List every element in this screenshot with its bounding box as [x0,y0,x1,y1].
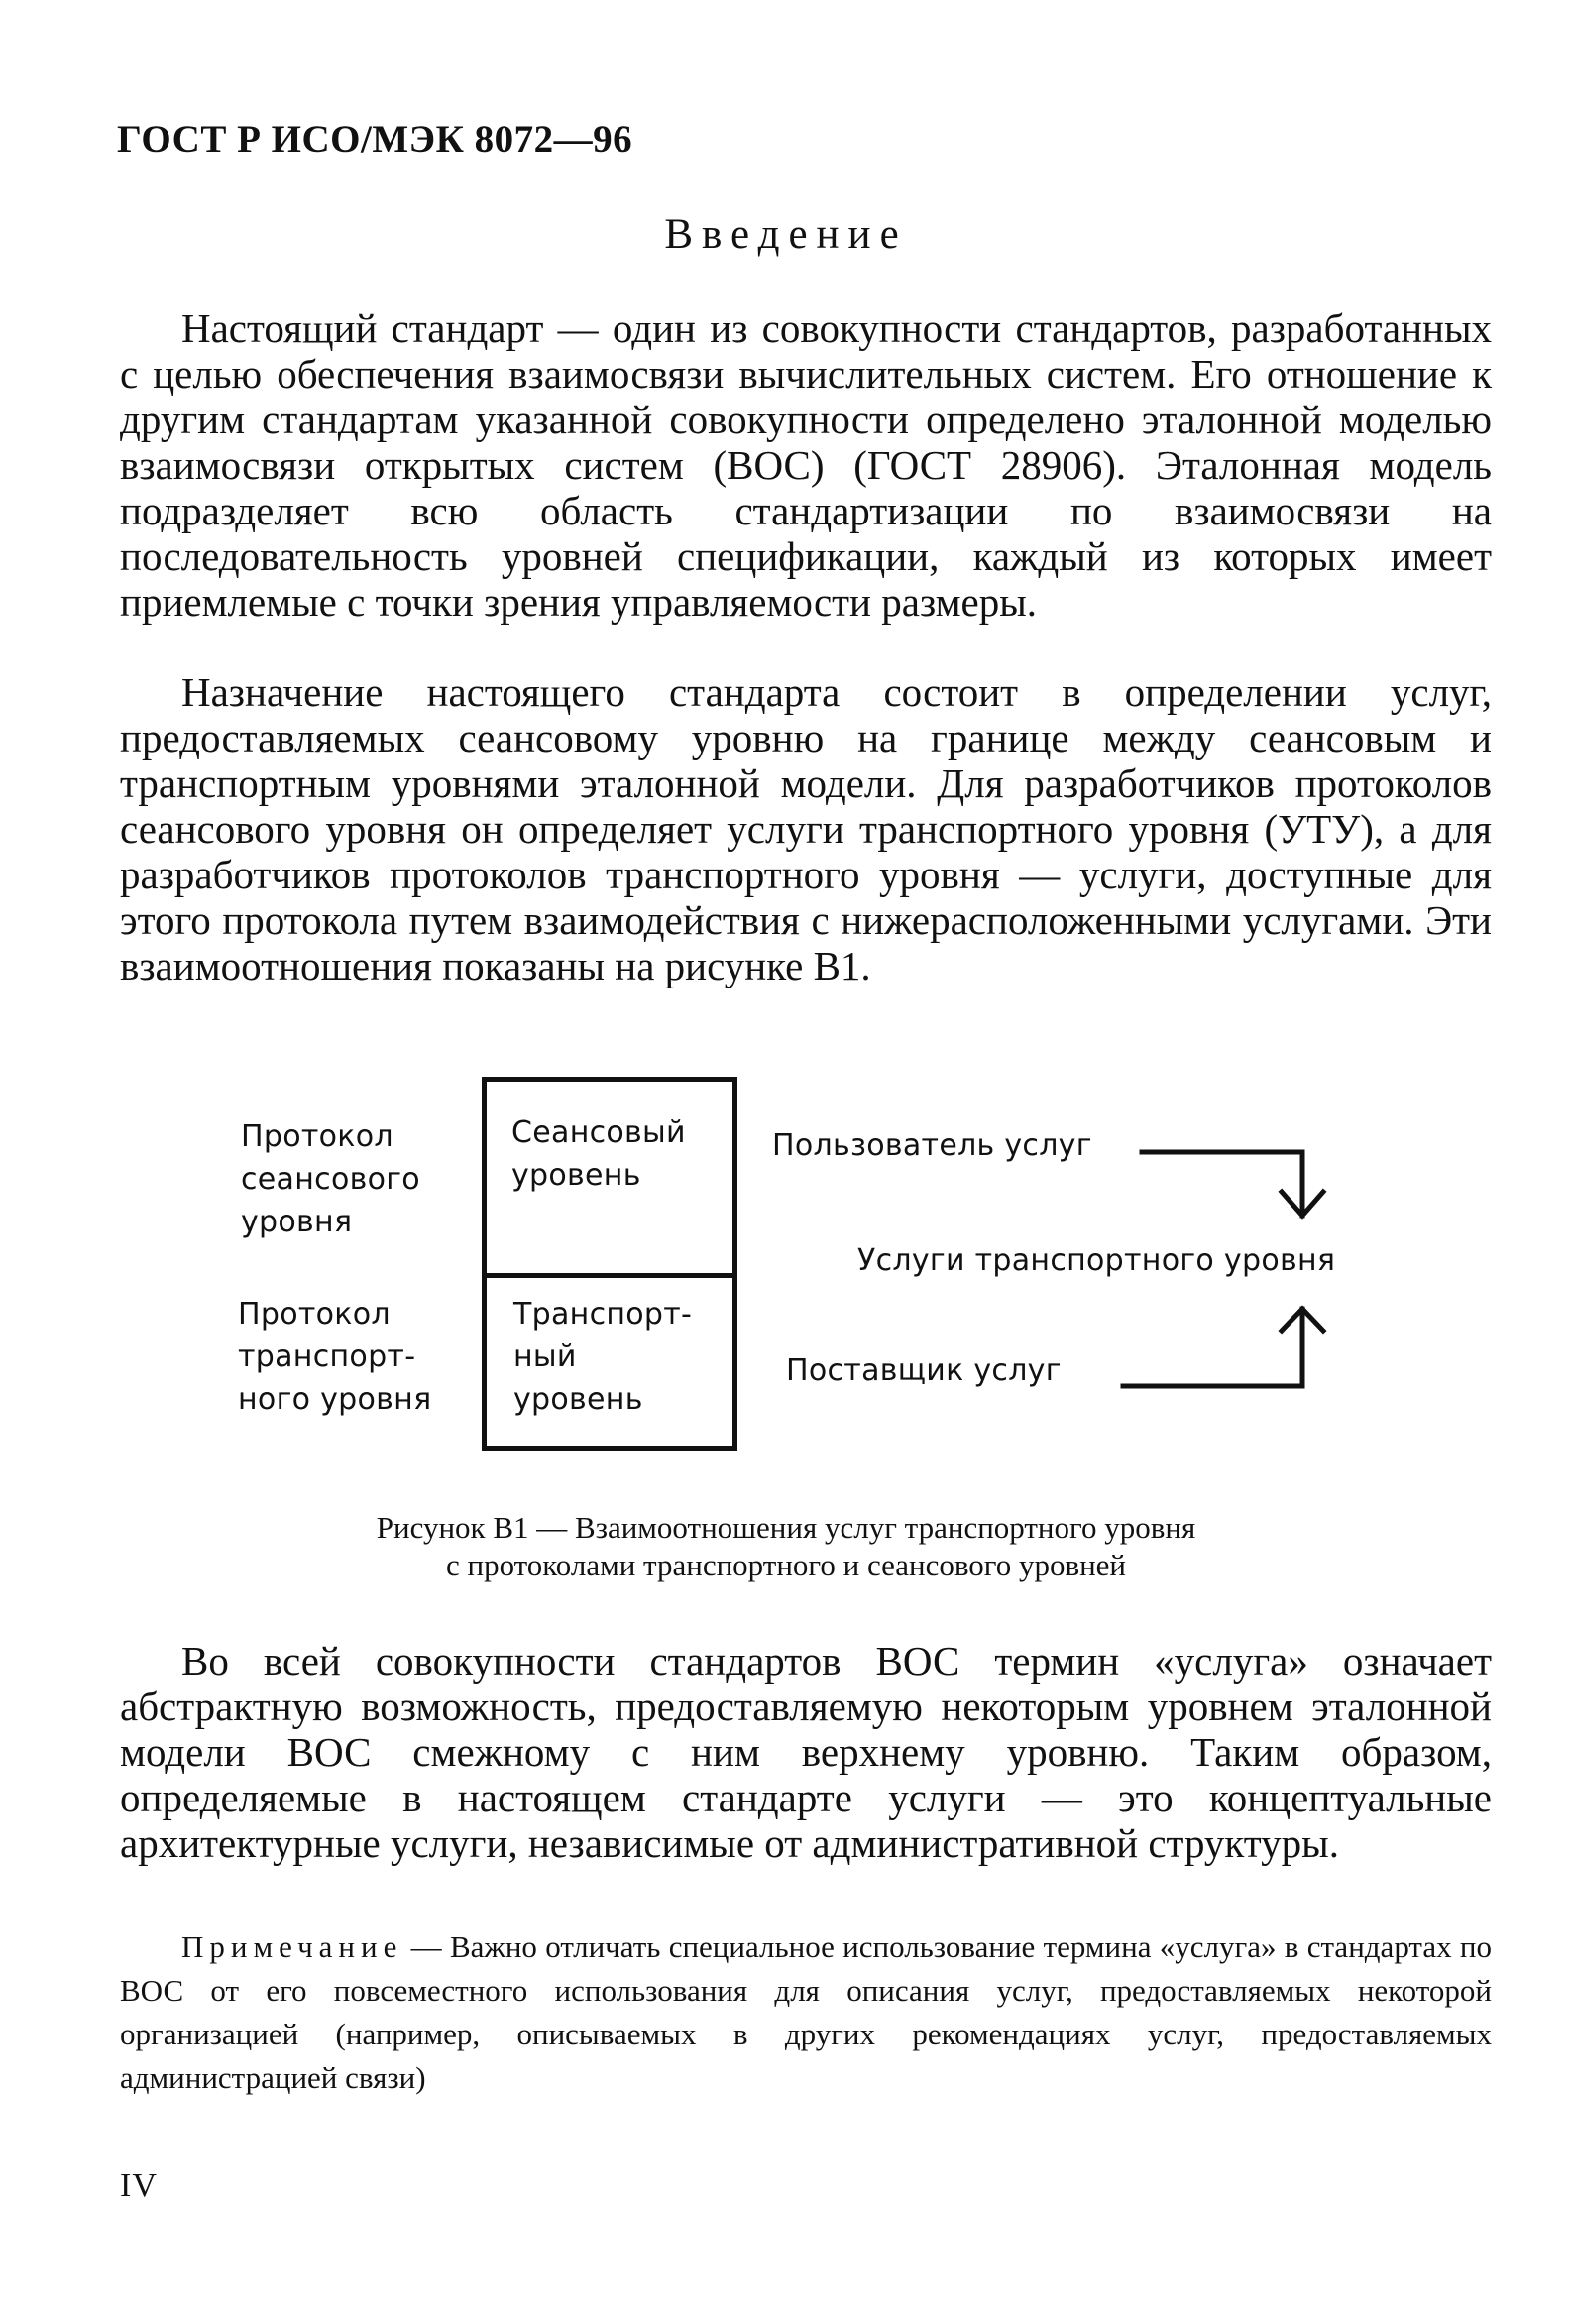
figure-b1 [0,1071,1572,1497]
figure-caption [0,1509,1572,1584]
session-protocol-label-line: Протокол [241,1119,393,1154]
note-text: — Важно отличать специальное использование термина «услуга» в стандартах по ВОС от его повсеместного использования для описания услуг, предоставляемых некоторой организацией (например, описываемых в других рекомендациях услуг, предоставляемых администрацией связи) [120,1929,1492,2095]
session-layer-label-line: Сеансовый [511,1115,686,1150]
intro-paragraph-1: Настоящий стандарт — один из совокупности стандартов, разработанных с целью обеспечения взаимосвязи вычислительных систем. Его отношение к другим стандартам указанной совокупности определено эталонной моделью взаимосвязи открытых систем (ВОС) (ГОСТ 28906). Эталонная модель подразделяет всю область стандартизации по взаимосвязи на последовательность уровней спецификации, каждый из которых имеет приемлемые с точки зрения управляемости размеры. [120,305,1492,625]
figure-caption-line: с протоколами транспортного и сеансового уровней [445,1548,1127,1582]
note [120,1925,1492,2100]
service-user-label: Пользователь услуг [772,1128,1092,1163]
service-provider-label: Поставщик услуг [786,1353,1062,1388]
up-arrow-icon [1123,1309,1323,1386]
session-protocol-label-line: уровня [241,1205,353,1239]
transport-protocol-label-line: ного уровня [238,1382,432,1417]
transport-layer-label-line: ный [513,1339,577,1374]
down-arrow-icon [1142,1152,1323,1216]
transport-layer-label-line: уровень [513,1382,643,1417]
section-title: Введение [664,211,908,258]
transport-protocol-label-line: Протокол [238,1297,391,1332]
page-number: IV [120,2167,158,2204]
document-header: ГОСТ Р ИСО/МЭК 8072—96 [117,118,633,161]
service-arrows [0,1071,1572,1497]
note-label: Примечание [181,1929,403,1964]
figure-caption-line: Рисунок В1 — Взаимоотношения услуг транспортного уровня [376,1510,1196,1545]
intro-paragraph-3: Во всей совокупности стандартов ВОС термин «услуга» означает абстрактную возможность, предоставляемую некоторым уровнем эталонной модели ВОС смежному с ним верхнему уровню. Таким образом, определяемые в настоящем стандарте услуги — это концептуальные архитектурные услуги, независимые от административной структуры. [120,1638,1492,1866]
session-protocol-label-line: сеансового [241,1162,420,1197]
intro-paragraph-2: Назначение настоящего стандарта состоит в определении услуг, предоставляемых сеансовому уровню на границе между сеансовым и транспортным уровнями эталонной модели. Для разработчиков протоколов сеансового уровня он определяет услуги транспортного уровня (УТУ), а для разработчиков протоколов транспортного уровня — услуги, доступные для этого протокола путем взаимодействия с нижерасположенными услугами. Эти взаимоотношения показаны на рисунке В1. [120,669,1492,988]
transport-services-label: Услуги транспортного уровня [857,1243,1336,1278]
transport-protocol-label-line: транспорт- [238,1339,416,1374]
session-layer-label-line: уровень [511,1158,641,1193]
transport-layer-label-line: Транспорт- [513,1297,693,1332]
